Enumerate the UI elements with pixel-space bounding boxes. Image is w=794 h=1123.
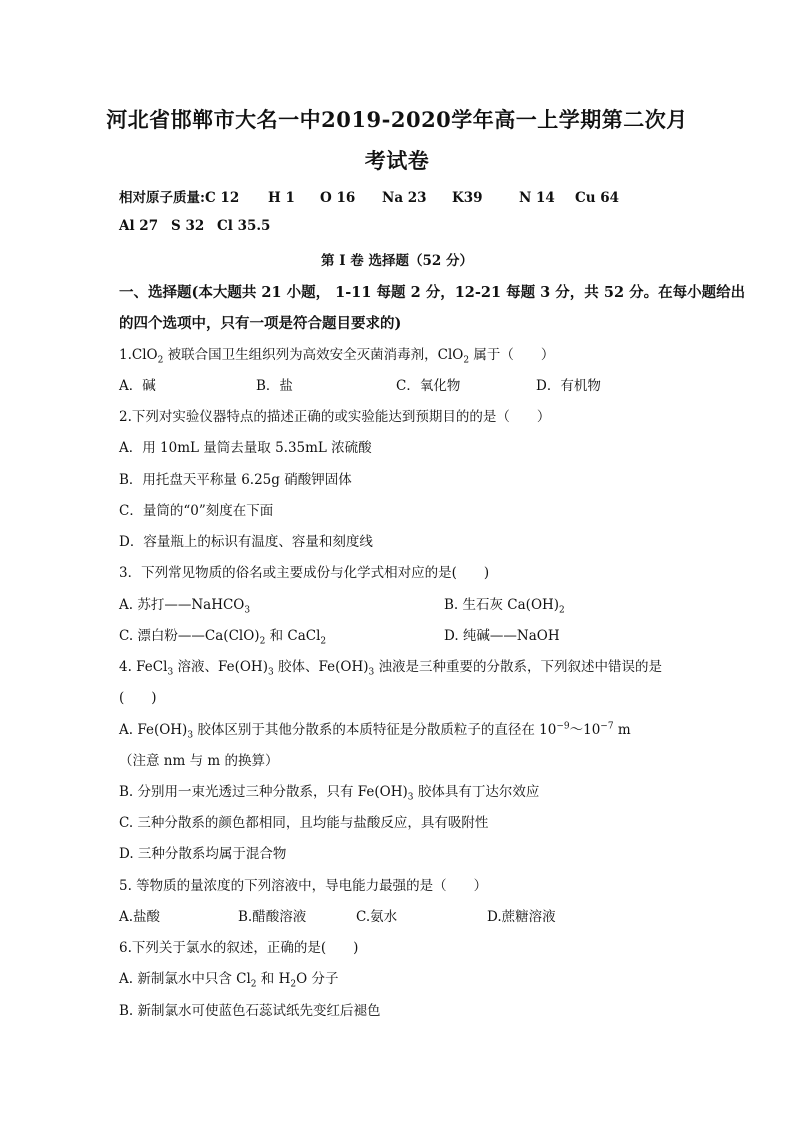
atomic-masses-row1	[119, 186, 619, 206]
question-6-option-b: B. 新制氯水可使蓝色石蕊试纸先变红后褪色	[119, 1003, 381, 1019]
question-4-option-c: C. 三种分散系的颜色都相同，且均能与盐酸反应，具有吸附性	[119, 815, 489, 831]
question-5-option-c: C.氨水	[356, 909, 398, 925]
question-1-stem: 1.ClO$_2$ 被联合国卫生组织列为高效安全灭菌消毒剂，ClO$_2$ 属于（ ）	[119, 347, 555, 366]
question-4-option-a-note: （注意 nm 与 m 的换算）	[119, 753, 279, 769]
instructions-line1: 一、选择题(本大题共 21 小题， 1-11 每题 2 分，12-21 每题 3 分，共 52 分。在每小题给出	[119, 284, 746, 301]
atomic-mass-item: Na 23	[382, 190, 427, 206]
question-2-stem: 2.下列对实验仪器特点的描述正确的或实验能达到预期目的的是（ ）	[119, 409, 551, 425]
question-5-stem: 5. 等物质的量浓度的下列溶液中，导电能力最强的是（ ）	[119, 878, 488, 894]
atomic-mass-item: Cl 35.5	[217, 218, 271, 234]
atomic-mass-item: N 14	[519, 190, 555, 206]
exam-title-line2: 考试卷	[364, 148, 430, 173]
question-3-stem: 3．下列常见物质的俗名或主要成份与化学式相对应的是( )	[119, 565, 490, 581]
atomic-mass-item: Cu 64	[575, 190, 620, 206]
section-heading: 第 I 卷 选择题（52 分）	[321, 253, 473, 269]
atomic-mass-item: K39	[452, 190, 483, 206]
question-4-option-a: A. $Fe(OH)_3$ 胶体区别于其他分散系的本质特征是分散质粒子的直径在 $10^{-9}\sim 10^{-7}$ m	[119, 721, 631, 741]
question-1-option-c: C．氧化物	[396, 378, 461, 394]
question-5-option-d: D.蔗糖溶液	[487, 909, 556, 925]
atomic-mass-item: H 1	[268, 190, 295, 206]
question-1-option-a: A．碱	[119, 378, 156, 394]
atomic-masses-row2	[119, 218, 270, 234]
question-6-stem: 6.下列关于氯水的叙述，正确的是( )	[119, 940, 359, 956]
question-5-option-a: A.盐酸	[119, 909, 161, 925]
question-3-option-d: D. 纯碱——NaOH	[444, 628, 560, 644]
question-1-option-b: B．盐	[256, 378, 293, 394]
question-2-option-b: B．用托盘天平称量 6.25g 硝酸钾固体	[119, 472, 352, 488]
question-3-option-a: A. 苏打——NaHCO$_3$	[119, 597, 251, 616]
question-3-option-b: B. 生石灰 $Ca(OH)_2$	[444, 597, 565, 616]
question-1-option-d: D．有机物	[536, 378, 601, 394]
atomic-mass-item: Al 27	[119, 218, 159, 234]
atomic-mass-item: 相对原子质量:C 12	[119, 190, 240, 206]
question-4-stem: 4. FeCl$_3$ 溶液、$Fe(OH)_3$ 胶体、$Fe(OH)_3$ 浊液是三种重要的分散系，下列叙述中错误的是	[119, 659, 663, 678]
question-4-option-d: D. 三种分散系均属于混合物	[119, 846, 287, 862]
atomic-mass-item: S 32	[171, 218, 205, 234]
question-5-option-b: B.醋酸溶液	[238, 909, 307, 925]
question-2-option-d: D．容量瓶上的标识有温度、容量和刻度线	[119, 534, 373, 550]
atomic-mass-item: O 16	[320, 190, 356, 206]
question-4-option-b: B. 分别用一束光透过三种分散系，只有 $Fe(OH)_3$ 胶体具有丁达尔效应	[119, 784, 540, 803]
question-3-option-c: C. 漂白粉$——Ca(ClO)_2$ 和 CaCl$_2$	[119, 628, 327, 647]
instructions-line2: 的四个选项中，只有一项是符合题目要求的)	[119, 315, 402, 332]
exam-title-line1: 河北省邯郸市大名一中2019-2020学年高一上学期第二次月	[106, 107, 688, 132]
question-4-paren: ( )	[119, 690, 157, 706]
question-2-option-a: A．用 10mL 量筒去量取 5.35mL 浓硫酸	[119, 440, 372, 456]
question-6-option-a: A. 新制氯水中只含 $Cl_2$ 和 $H_2O$ 分子	[119, 971, 339, 990]
question-2-option-c: C．量筒的“0”刻度在下面	[119, 503, 274, 519]
